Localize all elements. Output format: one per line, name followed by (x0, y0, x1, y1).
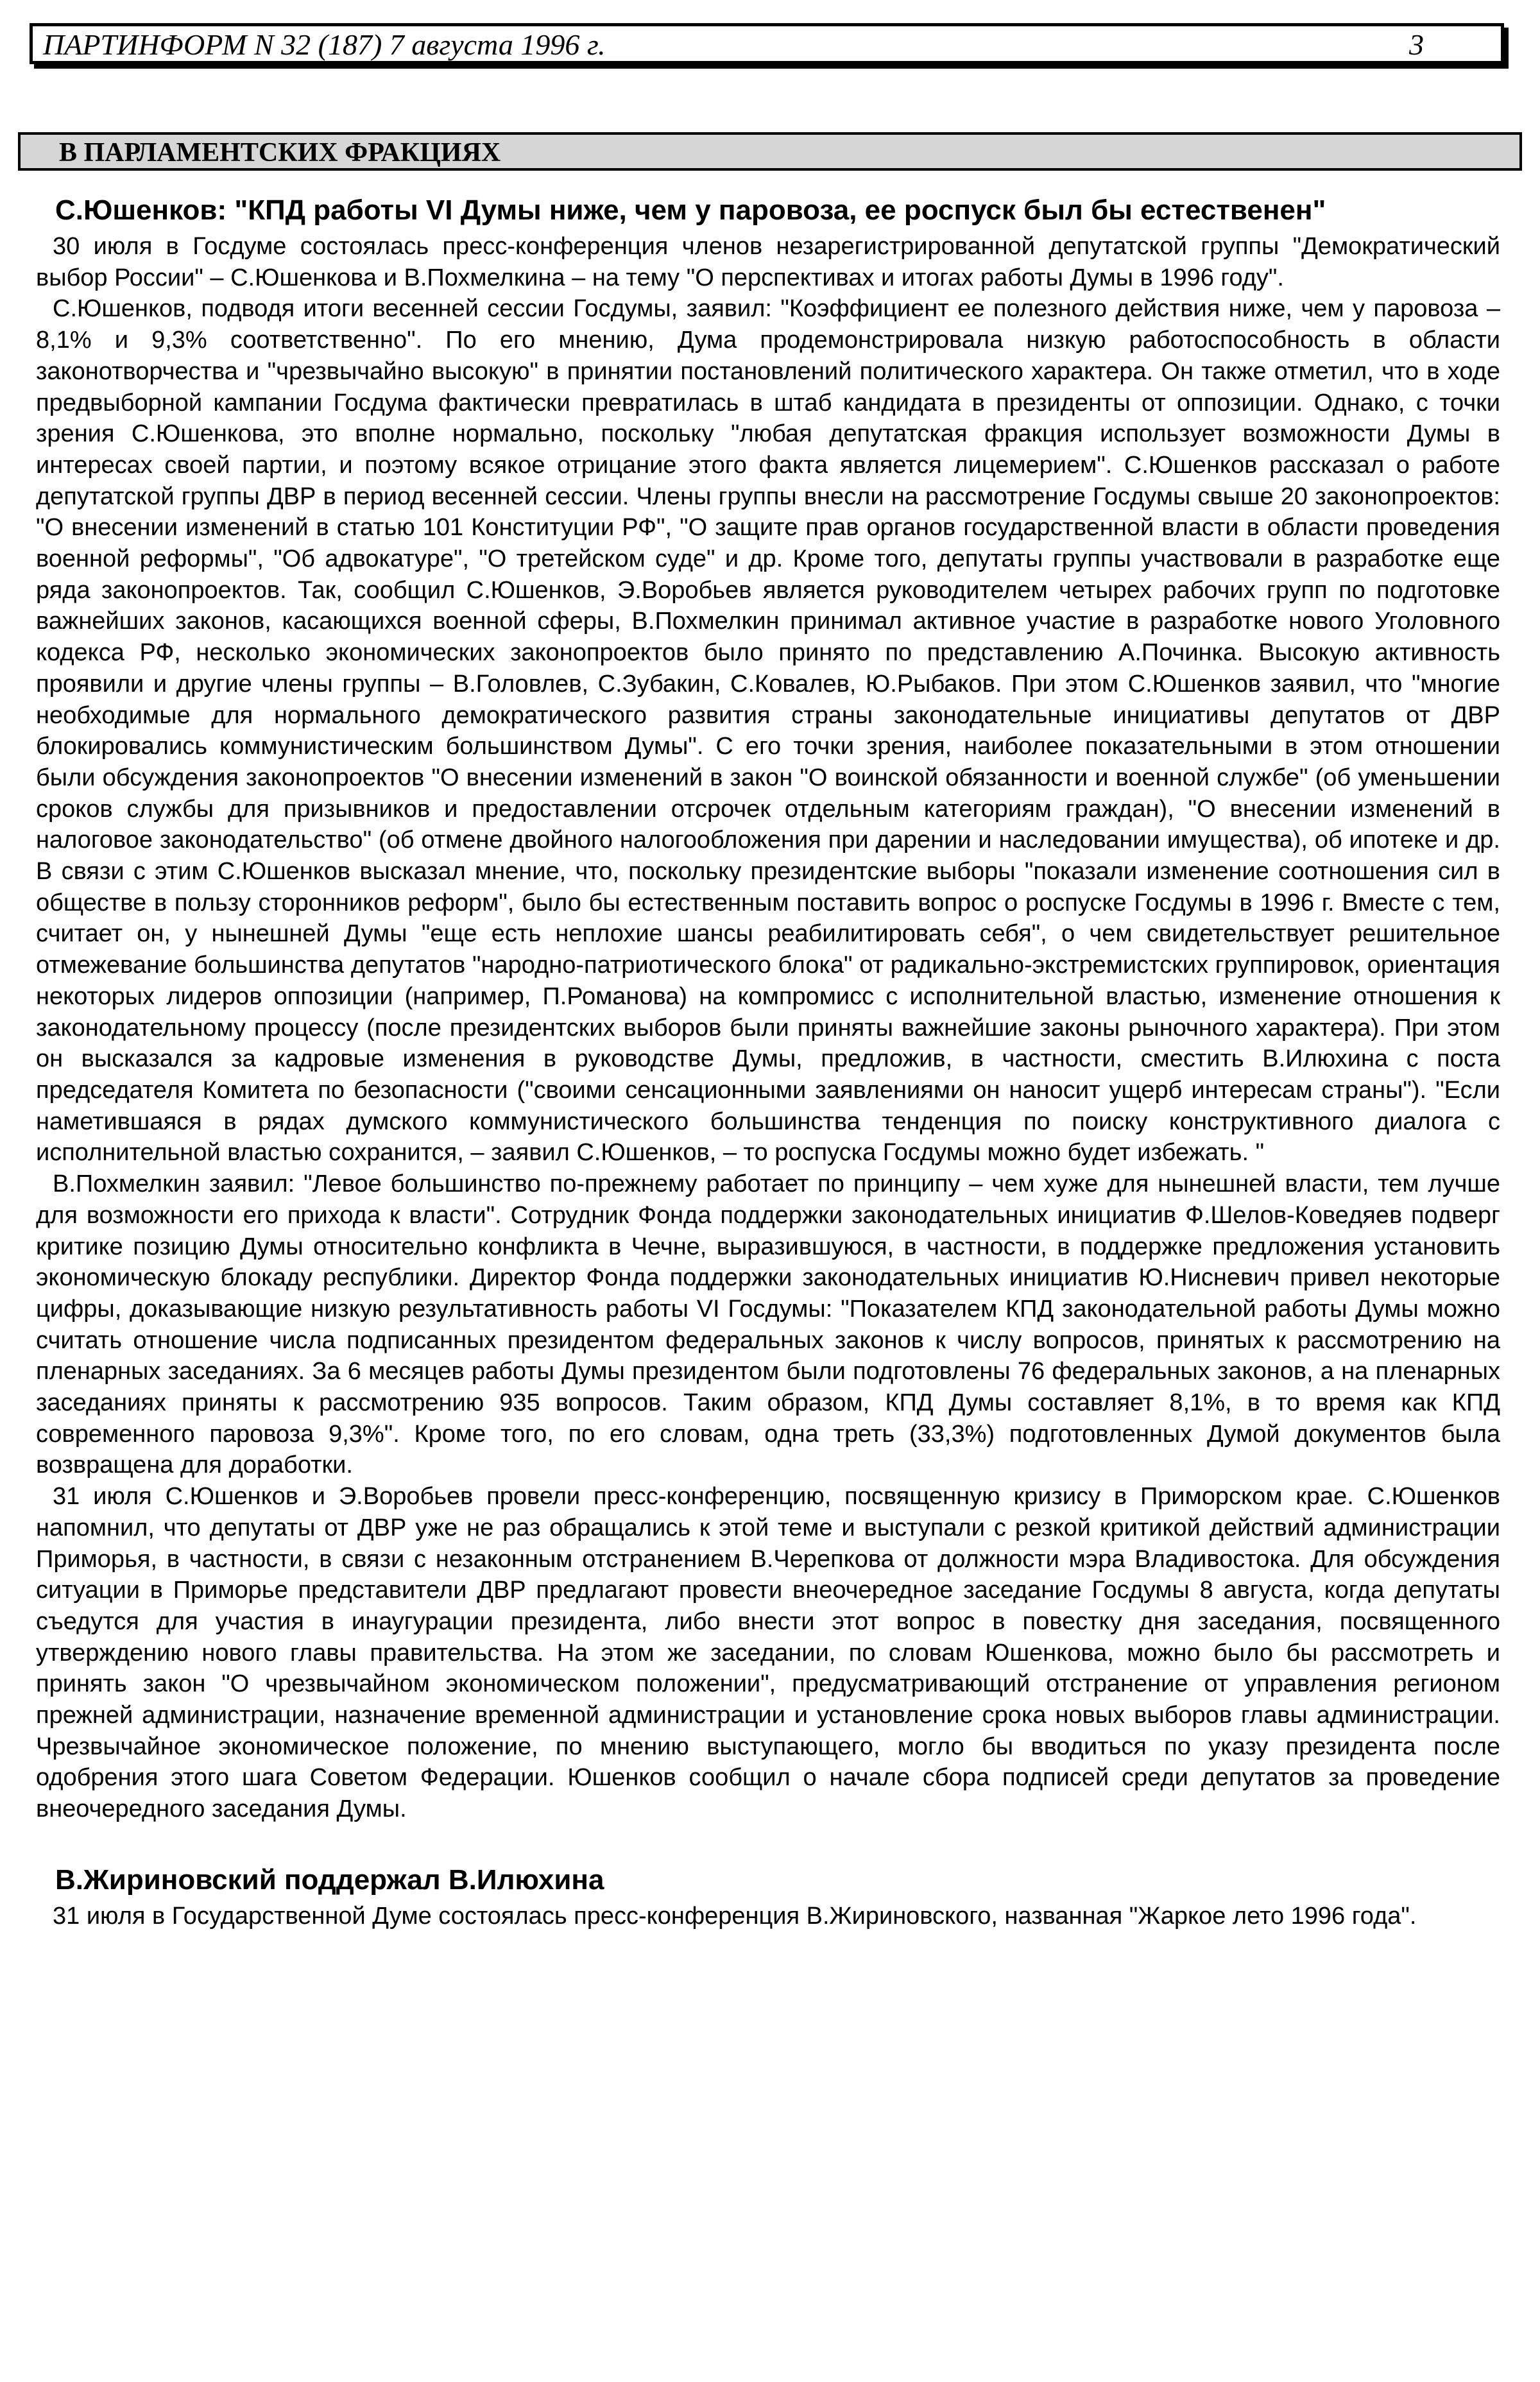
article-content (36, 193, 1500, 1932)
publication-title: ПАРТИНФОРМ N 32 (187) 7 августа 1996 г. (43, 28, 606, 61)
article-paragraph: В.Похмелкин заявил: "Левое большинство по-прежнему работает по принципу – чем хуже для нынешней власти, тем лучше для возможности его прихода к власти". Сотрудник Фонда поддержки законодательных инициатив Ф.Шелов-Коведяев подверг критике позицию Думы относительно конфликта в Чечне, выразившуюся, в частности, в поддержке предложения установить экономическую блокаду республики. Директор Фонда поддержки законодательных инициатив Ю.Нисневич привел некоторые цифры, доказывающие низкую результативность работы VI Госдумы: "Показателем КПД законодательной работы Думы можно считать отношение числа подписанных президентом федеральных законов к числу вопросов, принятых к рассмотрению на пленарных заседаниях. За 6 месяцев работы Думы президентом были подготовлены 76 федеральных законов, а на пленарных заседаниях приняты к рассмотрению 935 вопросов. Таким образом, КПД Думы составляет 8,1%, в то время как КПД современного паровоза 9,3%". Кроме того, по его словам, одна треть (33,3%) подготовленных Думой документов была возвращена для доработки. (36, 1170, 1500, 1479)
article-title: В.Жириновский поддержал В.Илюхина (55, 1864, 604, 1896)
page-number: 3 (1409, 28, 1424, 61)
article-paragraph: 31 июля С.Юшенков и Э.Воробьев провели пресс-конференцию, посвященную кризису в Приморском крае. С.Юшенков напомнил, что депутаты от ДВР уже не раз обращались к этой теме и выступали с резкой критикой действий администрации Приморья, в частности, в связи с незаконным отстранением В.Черепкова от должности мэра Владивостока. Для обсуждения ситуации в Приморье представители ДВР предлагают провести внеочередное заседание Госдумы 8 августа, когда депутаты съедутся для участия в инаугурации президента, либо внести этот вопрос в повестку дня заседания, посвященного утверждению нового главы правительства. На этом же заседании, по словам Юшенкова, можно было бы рассмотреть и принять закон "О чрезвычайном экономическом положении", предусматривающий отстранение от управления регионом прежней администрации, назначение временной администрации и установление срока новых выборов главы администрации. Чрезвычайное экономическое положение, по мнению выступающего, могло бы вводиться по указу президента после одобрения этого шага Советом Федерации. Юшенков сообщил о начале сбора подписей среди депутатов за проведение внеочередного заседания Думы. (36, 1483, 1500, 1823)
article-paragraph: 30 июля в Госдуме состоялась пресс-конференция членов незарегистрированной депутатской группы "Демократический выбор России" – С.Юшенкова и В.Похмелкина – на тему "О перспективах и итогах работы Думы в 1996 году". (36, 233, 1500, 291)
section-title: В ПАРЛАМЕНТСКИХ ФРАКЦИЯХ (59, 138, 501, 167)
page-header (30, 23, 1504, 64)
article-title: С.Юшенков: "КПД работы VI Думы ниже, чем у паровоза, ее роспуск был бы естественен" (55, 194, 1326, 226)
section-banner (18, 132, 1522, 171)
article-paragraph: 31 июля в Государственной Думе состоялась пресс-конференция В.Жириновского, названная "Жаркое лето 1996 года". (53, 1902, 1417, 1930)
article-paragraph: С.Юшенков, подводя итоги весенней сессии Госдумы, заявил: "Коэффициент ее полезного действия ниже, чем у паровоза – 8,1% и 9,3% соответственно". По его мнению, Дума продемонстрировала низкую работоспособность в области законотворчества и "чрезвычайно высокую" в принятии постановлений политического характера. Он также отметил, что в ходе предвыборной кампании Госдума фактически превратилась в штаб кандидата в президенты от оппозиции. Однако, с точки зрения С.Юшенкова, это вполне нормально, поскольку "любая депутатская фракция использует возможности Думы в интересах своей партии, и поэтому всякое отрицание этого факта является лицемерием". С.Юшенков рассказал о работе депутатской группы ДВР в период весенней сессии. Члены группы внесли на рассмотрение Госдумы свыше 20 законопроектов: "О внесении изменений в статью 101 Конституции РФ", "О защите прав органов государственной власти в области проведения военной реформы", "Об адвокатуре", "О третейском суде" и др. Кроме того, депутаты группы участвовали в разработке еще ряда законопроектов. Так, сообщил С.Юшенков, Э.Воробьев является руководителем четырех рабочих групп по подготовке важнейших законов, касающихся военной сферы, В.Похмелкин принимал активное участие в разработке нового Уголовного кодекса РФ, несколько экономических законопроектов было принято по представлению А.Починка. Высокую активность проявили и другие члены группы – В.Головлев, С.Зубакин, С.Ковалев, Ю.Рыбаков. При этом С.Юшенков заявил, что "многие необходимые для нормального демократического развития страны законодательные инициативы депутатов от ДВР блокировались коммунистическим большинством Думы". С его точки зрения, наиболее показательными в этом отношении были обсуждения законопроектов "О внесении изменений в закон "О воинской обязанности и военной службе" (об уменьшении сроков службы для призывников и предоставлении отсрочек отдельным категориям граждан), "О внесении изменений в налоговое законодательство" (об отмене двойного налогообложения при дарении и наследовании имущества), об ипотеке и др. В связи с этим С.Юшенков высказал мнение, что, поскольку президентские выборы "показали изменение соотношения сил в обществе в пользу сторонников реформ", было бы естественным поставить вопрос о роспуске Госдумы в 1996 г. Вместе с тем, считает он, у нынешней Думы "еще есть неплохие шансы реабилитировать себя", о чем свидетельствует решительное отмежевание большинства депутатов "народно-патриотического блока" от радикально-экстремистских группировок, ориентация некоторых лидеров оппозиции (например, П.Романова) на компромисс с исполнительной властью, изменение отношения к законодательному процессу (после президентских выборов были приняты важнейшие законы рыночного характера). При этом он высказался за кадровые изменения в руководстве Думы, предложив, в частности, сместить В.Илюхина с поста председателя Комитета по безопасности ("своими сенсационными заявлениями он наносит ущерб интересам страны"). "Если наметившаяся в рядах думского коммунистического большинства тенденция по поиску конструктивного диалога с исполнительной властью сохранится, – заявил С.Юшенков, – то роспуска Госдумы можно будет избежать. " (36, 295, 1500, 1167)
